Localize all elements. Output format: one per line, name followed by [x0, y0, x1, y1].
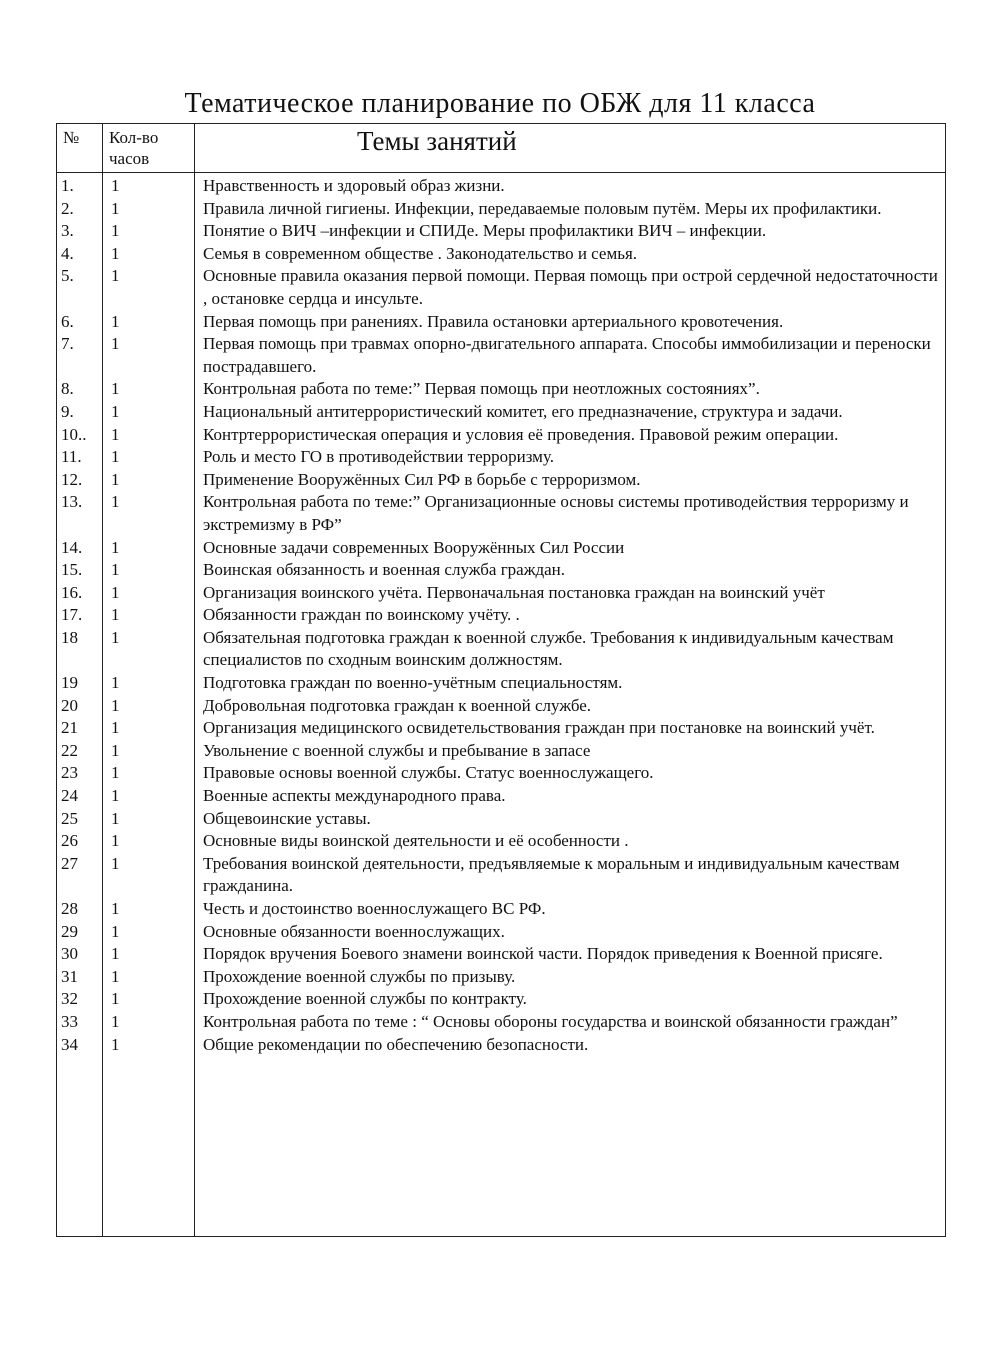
row-num: 13.: [61, 492, 83, 512]
row-hours: 1: [111, 334, 120, 354]
row-hours: 1: [111, 243, 120, 263]
table-row: [57, 785, 945, 808]
row-num: 22: [61, 740, 78, 760]
table-row: [57, 988, 945, 1011]
row-topic: Общие рекомендации по обеспечению безопасности.: [203, 1034, 589, 1054]
row-hours: 1: [111, 966, 120, 986]
row-hours: 1: [111, 176, 120, 195]
table-row: [57, 966, 945, 989]
row-num: 33: [61, 1011, 78, 1031]
row-hours: 1: [111, 695, 120, 715]
table-row: [57, 198, 945, 221]
row-num: 3.: [61, 221, 74, 241]
row-num: 32: [61, 989, 78, 1009]
row-hours: 1: [111, 266, 120, 286]
row-num: 30: [61, 944, 78, 964]
row-num: 12.: [61, 469, 83, 489]
row-topic: Основные правила оказания первой помощи. Первая помощь при острой сердечной недостаточности , остановке сердца и инсульте.: [203, 266, 938, 308]
table-row: [57, 943, 945, 966]
row-num: 18: [61, 627, 78, 647]
row-num: 4.: [61, 243, 74, 263]
table-row: [57, 853, 945, 898]
row-hours: 1: [111, 718, 120, 738]
table-row: [57, 672, 945, 695]
row-num: 9.: [61, 401, 74, 421]
row-topic: Порядок вручения Боевого знамени воинской части. Порядок приведения к Военной присяге.: [203, 944, 883, 964]
table-row: [57, 333, 945, 378]
table-row: [57, 830, 945, 853]
row-num: 6.: [61, 311, 74, 331]
row-num: 31: [61, 966, 78, 986]
row-topic: Семья в современном обществе . Законодательство и семья.: [203, 243, 638, 263]
row-hours: 1: [111, 921, 120, 941]
row-hours: 1: [111, 221, 120, 241]
page-title: Тематическое планирование по ОБЖ для 11 класса: [184, 88, 816, 119]
table-row: [57, 220, 945, 243]
row-topic: Понятие о ВИЧ –инфекции и СПИДе. Меры профилактики ВИЧ – инфекции.: [203, 221, 767, 241]
row-topic: Добровольная подготовка граждан к военной службе.: [203, 695, 592, 715]
row-topic: Требования воинской деятельности, предъявляемые к моральным и индивидуальным качествам гражданина.: [203, 853, 900, 896]
row-num: 34: [61, 1034, 78, 1054]
table-row: [57, 1034, 945, 1057]
row-hours: 1: [111, 311, 120, 331]
row-num: 21: [61, 718, 78, 738]
row-num: 27: [61, 853, 78, 873]
row-topic: Контрольная работа по теме : “ Основы обороны государства и воинской обязанности граждан”: [203, 1011, 898, 1031]
row-topic: Применение Вооружённых Сил РФ в борьбе с терроризмом.: [203, 469, 641, 489]
row-hours: 1: [111, 853, 120, 873]
table-row: [57, 491, 945, 536]
row-topic: Организация медицинского освидетельствования граждан при постановке на воинский учёт.: [203, 718, 875, 738]
row-topic: Роль и место ГО в противодействии терроризму.: [203, 447, 554, 467]
row-hours: 1: [111, 447, 120, 467]
row-num: 16.: [61, 582, 83, 602]
row-num: 15.: [61, 560, 83, 580]
row-topic: Правовые основы военной службы. Статус военнослужащего.: [203, 763, 654, 783]
table-row: [57, 559, 945, 582]
row-topic: Правила личной гигиены. Инфекции, передаваемые половым путём. Меры их профилактики.: [203, 198, 882, 218]
header-divider: [57, 172, 945, 173]
row-num: 14.: [61, 537, 83, 557]
row-hours: 1: [111, 989, 120, 1009]
table-row: [57, 469, 945, 492]
row-num: 7.: [61, 334, 74, 354]
row-num: 10..: [61, 424, 87, 444]
row-num: 24: [61, 786, 78, 806]
table-row: [57, 1011, 945, 1034]
row-num: 20: [61, 695, 78, 715]
row-topic: Военные аспекты международного права.: [203, 786, 506, 806]
row-num: 23: [61, 763, 78, 783]
table-row: [57, 424, 945, 447]
row-hours: 1: [111, 808, 120, 828]
row-topic: Прохождение военной службы по контракту.: [203, 989, 527, 1009]
row-hours: 1: [111, 469, 120, 489]
row-topic: Контрольная работа по теме:” Организационные основы системы противодействия терроризму и экстремизму в РФ”: [203, 492, 909, 534]
table-row: [57, 537, 945, 560]
row-hours: 1: [111, 786, 120, 806]
row-hours: 1: [111, 560, 120, 580]
row-num: 8.: [61, 379, 74, 399]
row-hours: 1: [111, 627, 120, 647]
row-num: 17.: [61, 605, 83, 625]
row-hours: 1: [111, 198, 120, 218]
row-topic: Нравственность и здоровый образ жизни.: [203, 176, 505, 195]
table-row: [57, 898, 945, 921]
row-hours: 1: [111, 605, 120, 625]
table-row: [57, 717, 945, 740]
row-topic: Национальный антитеррористический комитет, его предназначение, структура и задачи.: [203, 401, 843, 421]
table-row: [57, 243, 945, 266]
row-num: 11.: [61, 447, 82, 467]
header-num: №: [63, 128, 80, 147]
table-row: [57, 604, 945, 627]
row-topic: Увольнение с военной службы и пребывание в запасе: [203, 740, 591, 760]
row-topic: Основные обязанности военнослужащих.: [203, 921, 505, 941]
row-topic: Обязанности граждан по воинскому учёту. .: [203, 605, 520, 625]
row-hours: 1: [111, 944, 120, 964]
table-row: [57, 762, 945, 785]
row-topic: Честь и достоинство военнослужащего ВС РФ.: [203, 899, 546, 918]
table-row: [57, 175, 945, 198]
row-hours: 1: [111, 424, 120, 444]
header-hours: Кол-во часов: [109, 128, 159, 168]
row-hours: 1: [111, 401, 120, 421]
row-hours: 1: [111, 537, 120, 557]
row-num: 19: [61, 673, 78, 693]
row-hours: 1: [111, 492, 120, 512]
table-row: [57, 265, 945, 310]
row-topic: Подготовка граждан по военно-учётным специальностям.: [203, 673, 623, 693]
row-num: 5.: [61, 266, 74, 286]
row-hours: 1: [111, 1011, 120, 1031]
row-topic: Основные виды воинской деятельности и её особенности .: [203, 831, 629, 851]
table-row: [57, 627, 945, 672]
row-topic: Общевоинские уставы.: [203, 808, 371, 828]
row-num: 26: [61, 831, 78, 851]
row-hours: 1: [111, 763, 120, 783]
row-topic: Основные задачи современных Вооружённых Сил России: [203, 537, 625, 557]
row-num: 1.: [61, 176, 74, 195]
row-hours: 1: [111, 1034, 120, 1054]
row-num: 29: [61, 921, 78, 941]
row-num: 2.: [61, 198, 74, 218]
header-topic: Темы занятий: [357, 126, 517, 156]
table-row: [57, 582, 945, 605]
row-hours: 1: [111, 379, 120, 399]
table-row: [57, 740, 945, 763]
row-topic: Контртеррористическая операция и условия её проведения. Правовой режим операции.: [203, 424, 839, 444]
row-num: 25: [61, 808, 78, 828]
row-topic: Организация воинского учёта. Первоначальная постановка граждан на воинский учёт: [203, 582, 825, 602]
table-row: [57, 921, 945, 944]
row-hours: 1: [111, 582, 120, 602]
row-topic: Первая помощь при травмах опорно-двигательного аппарата. Способы иммобилизации и переноски пострадавшего.: [203, 334, 931, 376]
table-row: [57, 808, 945, 831]
table-row: [57, 695, 945, 718]
row-num: 28: [61, 899, 78, 918]
row-topic: Первая помощь при ранениях. Правила остановки артериального кровотечения.: [203, 311, 784, 331]
planning-table: [56, 123, 946, 1237]
table-row: [57, 401, 945, 424]
row-hours: 1: [111, 673, 120, 693]
table-body: [57, 175, 945, 1056]
table-row: [57, 378, 945, 401]
row-topic: Обязательная подготовка граждан к военной службе. Требования к индивидуальным качествам специалистов по сходным воинским должностям.: [203, 627, 894, 670]
row-hours: 1: [111, 899, 120, 918]
row-hours: 1: [111, 740, 120, 760]
row-topic: Прохождение военной службы по призыву.: [203, 966, 516, 986]
table-row: [57, 446, 945, 469]
row-topic: Воинская обязанность и военная служба граждан.: [203, 560, 565, 580]
row-topic: Контрольная работа по теме:” Первая помощь при неотложных состояниях”.: [203, 379, 760, 399]
row-hours: 1: [111, 831, 120, 851]
table-row: [57, 311, 945, 334]
